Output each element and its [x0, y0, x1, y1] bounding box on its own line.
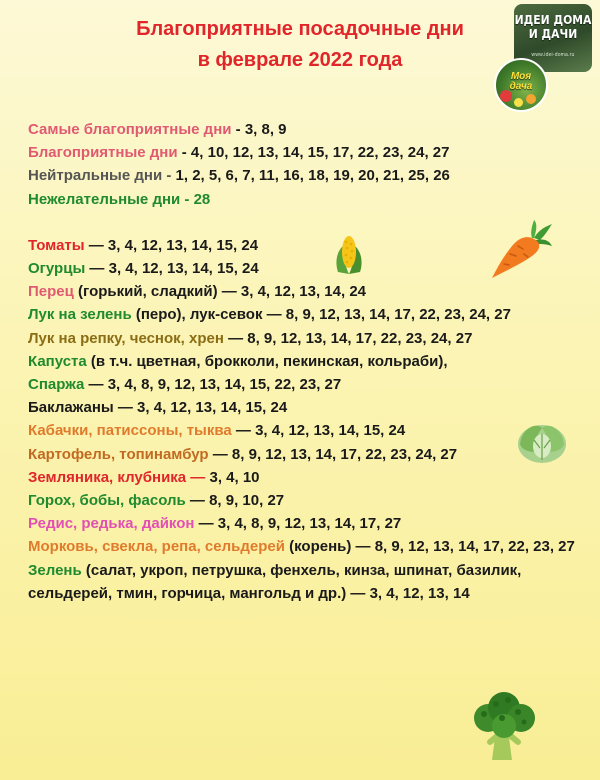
- crop-row: Земляника, клубника — 3, 4, 10: [28, 468, 260, 486]
- crop-row: Кабачки, патиссоны, тыква — 3, 4, 12, 13, 14, 15, 24: [28, 422, 406, 440]
- crop-row: Баклажаны — 3, 4, 12, 13, 14, 15, 24: [28, 399, 288, 417]
- crop-row: Морковь, свекла, репа, сельдерей (корень) — 8, 9, 12, 13, 14, 17, 22, 23, 27: [28, 538, 575, 556]
- crop-row: Зелень (салат, укроп, петрушка, фенхель, кинза, шпинат, базилик, сельдерей, тмин, горчица, мангольд и др.) — 3, 4, 12, 13, 14: [28, 561, 522, 602]
- logo-circle-line-1: Моя: [510, 71, 532, 82]
- crop-row: Редис, редька, дайкон — 3, 4, 8, 9, 12, 13, 14, 17, 27: [28, 515, 402, 533]
- day-type-good: Благоприятные дни - 4, 10, 12, 13, 14, 15, 17, 22, 23, 24, 27: [28, 144, 450, 162]
- title-line-1: Благоприятные посадочные дни: [136, 18, 464, 40]
- logo-circle: [494, 58, 548, 112]
- logo-line-2: И ДАЧИ: [528, 27, 578, 41]
- site-logo[interactable]: [488, 0, 600, 112]
- logo-line-1: ИДЕИ ДОМА: [514, 13, 592, 27]
- broccoli-icon: [466, 686, 542, 762]
- planting-calendar: [28, 118, 576, 605]
- crop-row: Огурцы — 3, 4, 12, 13, 14, 15, 24: [28, 260, 259, 278]
- page-title: [70, 14, 530, 76]
- day-type-best: Самые благоприятные дни - 3, 8, 9: [28, 121, 287, 138]
- corn-icon: [332, 232, 366, 276]
- cabbage-icon: [516, 418, 568, 466]
- crop-row: Картофель, топинамбур — 8, 9, 12, 13, 14, 17, 22, 23, 24, 27: [28, 445, 458, 463]
- day-type-neutral: Нейтральные дни - 1, 2, 5, 6, 7, 11, 16, 18, 19, 20, 21, 25, 26: [28, 167, 450, 185]
- crop-row: Перец (горький, сладкий) — 3, 4, 12, 13, 14, 24: [28, 283, 367, 301]
- crop-row: Капуста (в т.ч. цветная, брокколи, пекинская, кольраби),: [28, 352, 448, 370]
- crop-row: Лук на репку, чеснок, хрен — 8, 9, 12, 13, 14, 17, 22, 23, 24, 27: [28, 329, 473, 347]
- crop-row: Лук на зелень (перо), лук-севок — 8, 9, 12, 13, 14, 17, 22, 23, 24, 27: [28, 306, 511, 324]
- logo-subline: www.idei-doma.ru: [531, 52, 575, 58]
- title-line-2: в феврале 2022 года: [197, 49, 403, 71]
- day-type-bad: Нежелательные дни - 28: [28, 190, 211, 208]
- crop-row: Спаржа — 3, 4, 8, 9, 12, 13, 14, 15, 22, 23, 27: [28, 376, 342, 394]
- crop-row: Томаты — 3, 4, 12, 13, 14, 15, 24: [28, 236, 259, 254]
- crop-row: Горох, бобы, фасоль — 8, 9, 10, 27: [28, 492, 285, 510]
- logo-circle-line-2: дача: [509, 81, 533, 92]
- logo-circle-text: [496, 72, 546, 92]
- carrot-icon: [490, 220, 554, 280]
